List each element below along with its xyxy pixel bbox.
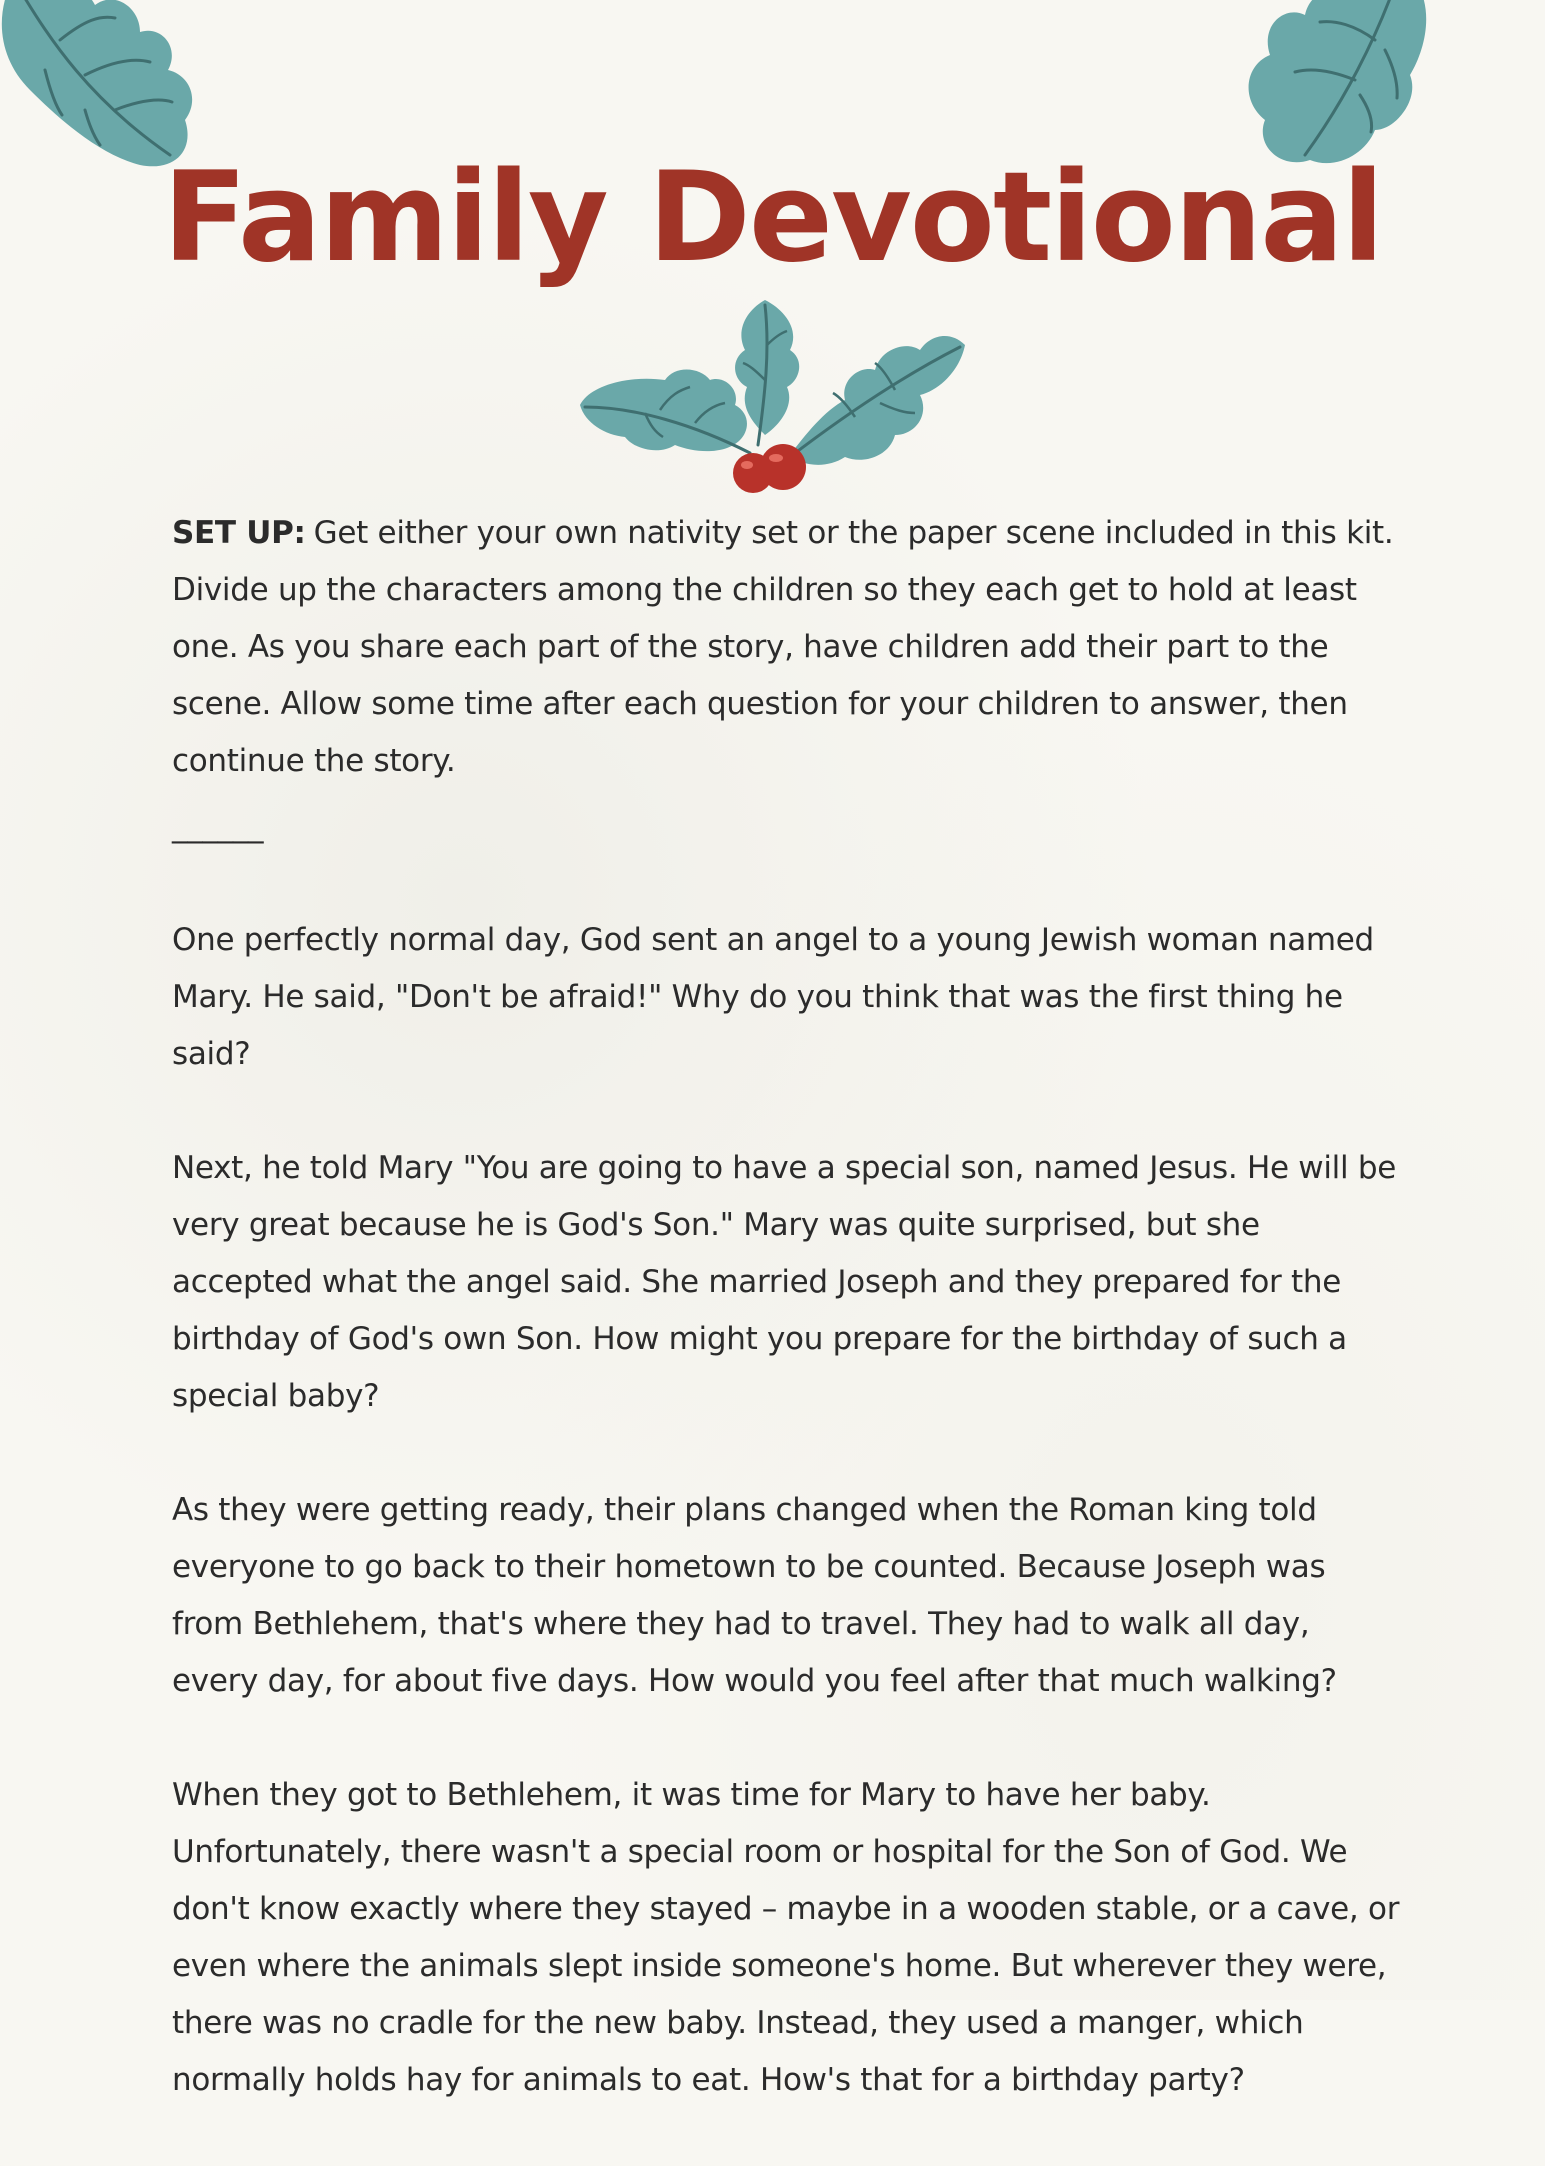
story-paragraph: One perfectly normal day, God sent an angel to a young Jewish woman named Mary. He said, "Don't be afraid!" Why do you think that was the first thing he said? [172, 922, 1374, 1072]
page-title: Family Devotional [162, 146, 1383, 290]
divider: ______ [172, 808, 264, 844]
story-paragraph: Next, he told Mary "You are going to have a special son, named Jesus. He will be very great because he is God's Son." Mary was quite surprised, but she accepted what the angel said. She married Joseph and they prepared for the birthday of God's own Son. How might you prepare for the birthday of such a special baby? [172, 1150, 1397, 1414]
setup-paragraph [172, 505, 1402, 790]
story-paragraph: As they were getting ready, their plans changed when the Roman king told everyone to go back to their hometown to be counted. Because Joseph was from Bethlehem, that's where they had to travel. They had to walk all day, every day, for about five days. How would you feel after that much walking? [172, 1492, 1337, 1699]
holly-icon [575, 295, 970, 505]
setup-label: SET UP: [172, 515, 306, 551]
setup-text: Get either your own nativity set or the paper scene included in this kit. Divide up the characters among the children so they each get to hold at least one. As you share each part of the story, have children add their part to the scene. Allow some time after each question for your children to answer, then continue the story. [172, 515, 1394, 779]
story-paragraph: When they got to Bethlehem, it was time for Mary to have her baby. Unfortunately, there wasn't a special room or hospital for the Son of God. We don't know exactly where they stayed – maybe in a wooden stable, or a cave, or even where the animals slept inside someone's home. But wherever they were, there was no cradle for the new baby. Instead, they used a manger, which normally holds hay for animals to eat. How's that for a birthday party? [172, 1777, 1400, 2098]
devotional-body [172, 505, 1402, 2166]
